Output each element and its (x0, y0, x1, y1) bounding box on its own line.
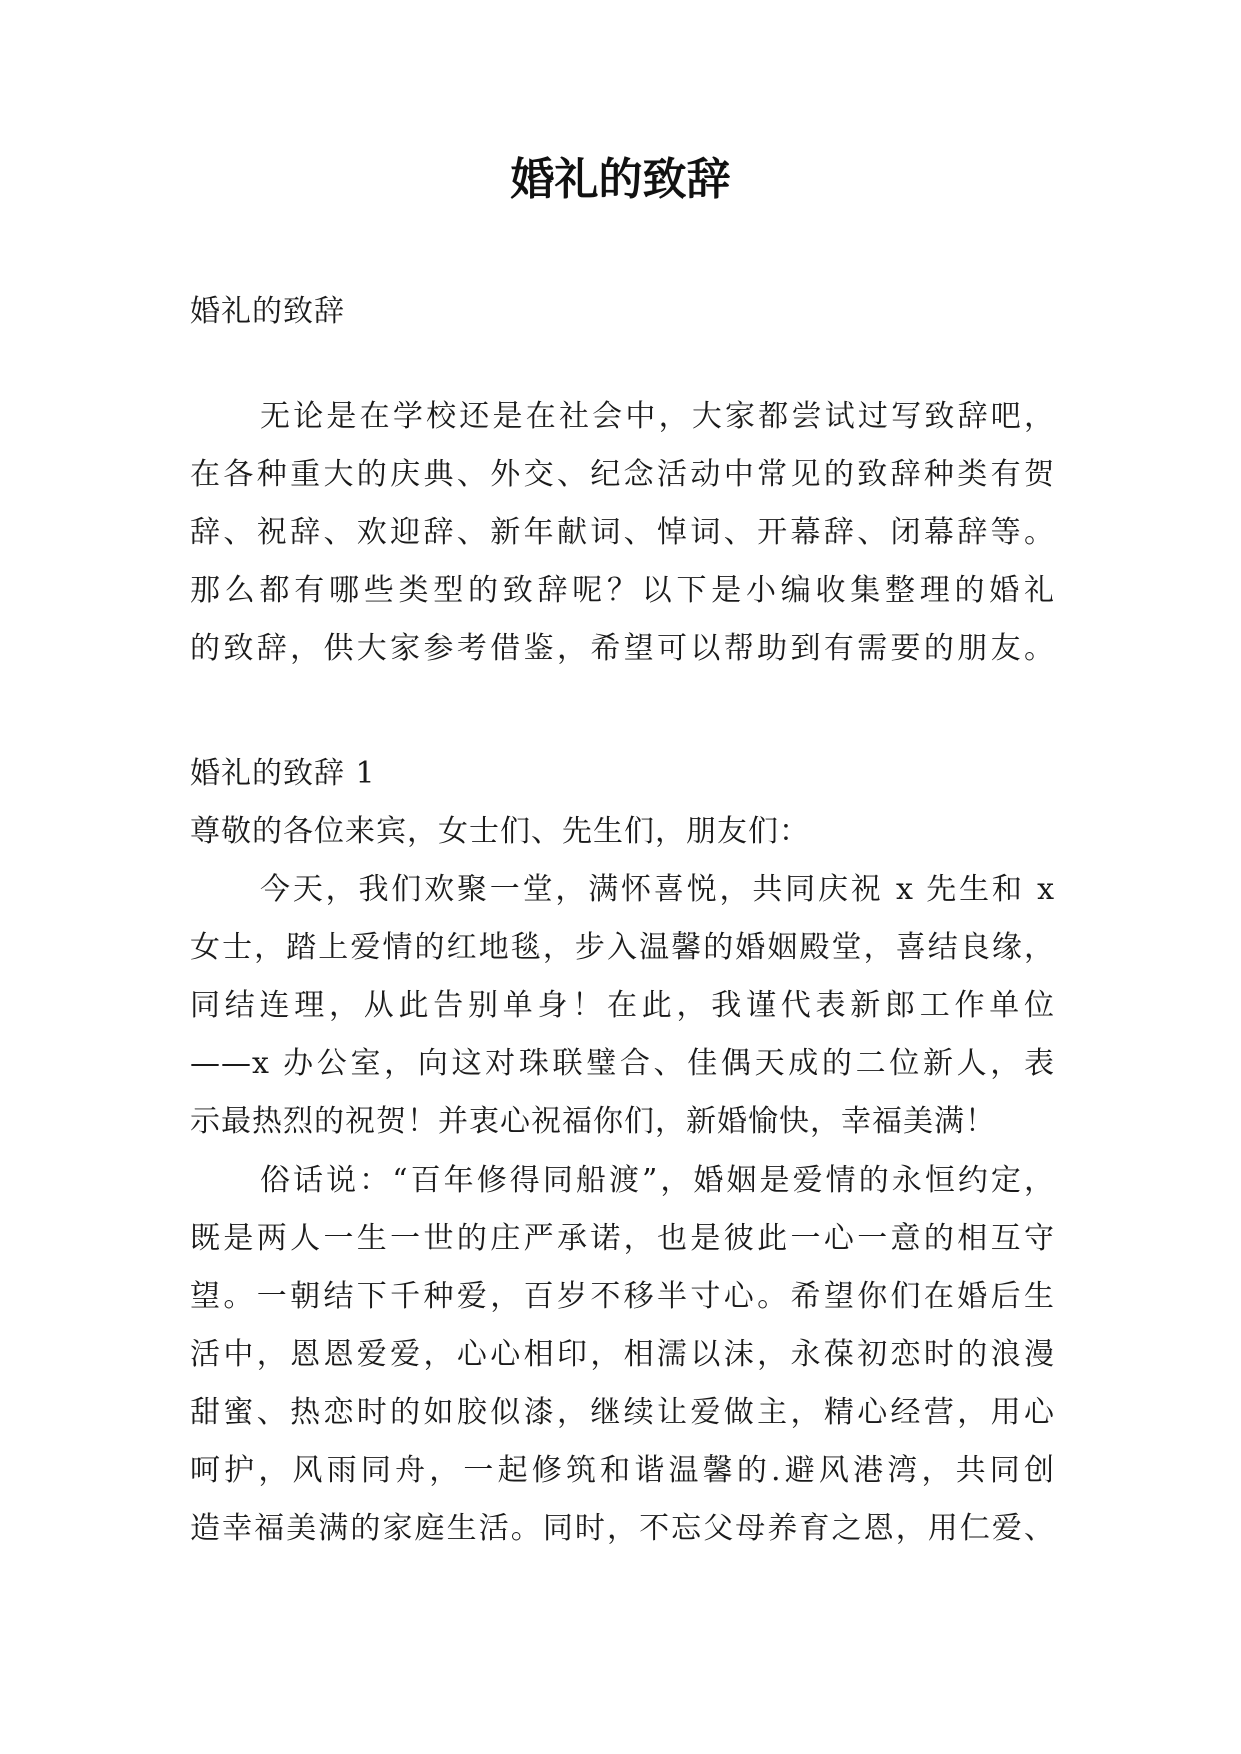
greeting-text: 尊敬的各位来宾，女士们、先生们，朋友们： (190, 814, 810, 849)
intro-paragraph (190, 388, 1055, 678)
paragraph-line: 同结连理，从此告别单身！在此，我谨代表新郎工作单位 (190, 988, 1055, 1023)
paragraph-line: 呵护，风雨同舟，一起修筑和谐温馨的.避风港湾，共同创 (190, 1453, 1055, 1488)
intro-line: 的致辞，供大家参考借鉴，希望可以帮助到有需要的朋友。 (190, 631, 1055, 666)
subtitle-line: 婚礼的致辞 (190, 294, 345, 329)
paragraph-line: 既是两人一生一世的庄严承诺，也是彼此一心一意的相互守 (190, 1221, 1055, 1256)
paragraph-line: 俗话说：“百年修得同船渡”，婚姻是爱情的永恒约定， (260, 1163, 1055, 1198)
paragraph-line: 女士，踏上爱情的红地毯，步入温馨的婚姻殿堂，喜结良缘， (190, 930, 1055, 965)
paragraph-line: 造幸福美满的家庭生活。同时，不忘父母养育之恩，用仁爱、 (190, 1511, 1055, 1546)
intro-line: 无论是在学校还是在社会中，大家都尝试过写致辞吧， (260, 399, 1055, 434)
paragraph-line: 今天，我们欢聚一堂，满怀喜悦，共同庆祝 x 先生和 x (260, 872, 1055, 907)
paragraph-line: ——x 办公室，向这对珠联璧合、佳偶天成的二位新人，表 (190, 1046, 1055, 1081)
paragraph-line: 甜蜜、热恋时的如胶似漆，继续让爱做主，精心经营，用心 (190, 1395, 1055, 1430)
section-heading (190, 745, 1055, 803)
intro-line: 在各种重大的庆典、外交、纪念活动中常见的致辞种类有贺 (190, 457, 1055, 492)
paragraph-line: 活中，恩恩爱爱，心心相印，相濡以沫，永葆初恋时的浪漫 (190, 1337, 1055, 1372)
document-subtitle (190, 283, 1055, 341)
paragraph-line: 示最热烈的祝贺！并衷心祝福你们，新婚愉快，幸福美满！ (190, 1104, 996, 1139)
speech-paragraph-1 (190, 861, 1055, 1151)
paragraph-line: 望。一朝结下千种爱，百岁不移半寸心。希望你们在婚后生 (190, 1279, 1055, 1314)
greeting (190, 803, 1055, 861)
page-title: 婚礼的致辞 (510, 154, 731, 205)
intro-line: 那么都有哪些类型的致辞呢？以下是小编收集整理的婚礼 (190, 573, 1055, 608)
speech-paragraph-2 (190, 1152, 1055, 1558)
intro-line: 辞、祝辞、欢迎辞、新年献词、悼词、开幕辞、闭幕辞等。 (190, 515, 1055, 550)
section-heading-text: 婚礼的致辞 1 (190, 756, 376, 791)
